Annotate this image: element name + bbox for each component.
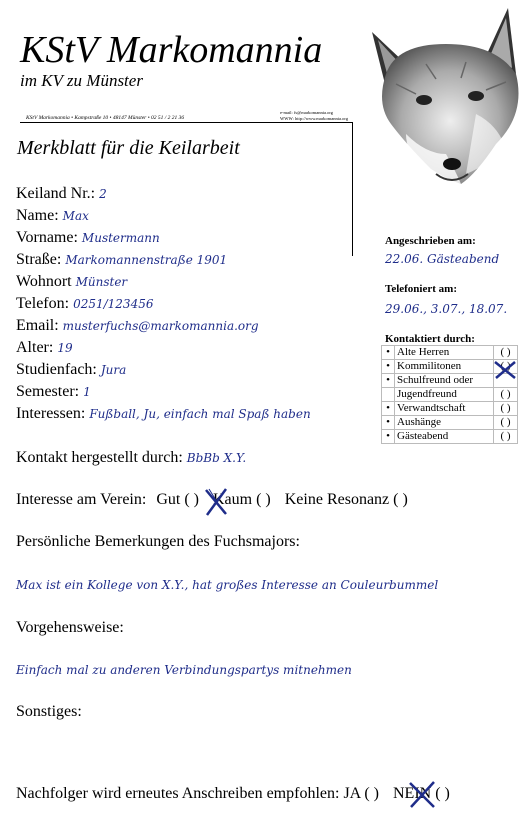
telefoniert-value: 29.06., 3.07., 18.07.	[385, 302, 508, 316]
fox-logo	[366, 4, 526, 206]
field-label: Vorname:	[16, 229, 78, 246]
field-label: Semester:	[16, 383, 80, 400]
source-name: Jugendfreund	[395, 388, 494, 402]
source-checkbox	[494, 374, 518, 388]
kontakt-row	[16, 448, 246, 468]
field-semester	[16, 382, 91, 402]
field-keiland	[16, 184, 107, 204]
field-label: Interessen:	[16, 405, 86, 422]
kontakt-value: BbBb X.Y.	[186, 451, 247, 465]
field-label: Name:	[16, 207, 59, 224]
table-row	[382, 346, 518, 360]
field-value: 2	[99, 187, 107, 201]
field-label: Studienfach:	[16, 361, 97, 378]
field-value: Fußball, Ju, einfach mal Spaß haben	[89, 407, 311, 421]
field-telefon	[16, 294, 153, 314]
bemerkungen-label: Persönliche Bemerkungen des Fuchsmajors:	[16, 533, 300, 550]
sonstiges-label: Sonstiges:	[16, 703, 82, 720]
field-label: Alter:	[16, 339, 54, 356]
table-row	[382, 374, 518, 388]
source-checkbox[interactable]: ( )	[494, 360, 518, 374]
field-value: Max	[62, 209, 89, 223]
field-label: Keiland Nr.:	[16, 185, 96, 202]
vorgehen-label: Vorgehensweise:	[16, 619, 124, 636]
source-name: Kommilitonen	[395, 360, 494, 374]
source-checkbox[interactable]: ( )	[494, 430, 518, 444]
nachfolger-label: Nachfolger wird erneutes Anschreiben empfohlen: JA ( )	[16, 785, 379, 802]
table-row	[382, 402, 518, 416]
bullet: •	[382, 374, 395, 388]
field-interessen	[16, 404, 311, 424]
org-contact	[280, 110, 348, 122]
angeschrieben-label: Angeschrieben am:	[385, 235, 476, 247]
field-label: Telefon:	[16, 295, 70, 312]
vorgehen-value: Einfach mal zu anderen Verbindungspartys mitnehmen	[16, 663, 352, 677]
source-name: Verwandtschaft	[395, 402, 494, 416]
option-keine-resonanz[interactable]: Keine Resonanz ( )	[284, 491, 408, 508]
source-checkbox[interactable]: ( )	[494, 402, 518, 416]
bullet: •	[382, 430, 395, 444]
source-name: Aushänge	[395, 416, 494, 430]
sheet-title: Merkblatt für die Keilarbeit	[17, 137, 240, 159]
source-name: Gästeabend	[395, 430, 494, 444]
kontakt-label: Kontakt hergestellt durch:	[16, 449, 183, 466]
field-studienfach	[16, 360, 126, 380]
field-alter	[16, 338, 73, 358]
www-line: WWW: http://www.markomannia.org	[280, 116, 349, 121]
email-line: e-mail: fs@markomannia.org	[280, 110, 334, 115]
field-strasse	[16, 250, 227, 270]
field-label: Straße:	[16, 251, 62, 268]
vertical-divider	[352, 122, 353, 256]
field-value: 1	[83, 385, 91, 399]
field-wohnort	[16, 272, 127, 292]
field-value: 19	[57, 341, 73, 355]
org-subtitle: im KV zu Münster	[20, 71, 143, 90]
bullet: •	[382, 346, 395, 360]
interesse-label: Interesse am Verein:	[16, 491, 147, 508]
nachfolger-row	[16, 785, 450, 803]
option-gut[interactable]: Gut ( )	[156, 491, 199, 508]
table-row	[382, 430, 518, 444]
kontaktiert-table	[381, 345, 518, 444]
field-value: 0251/123456	[73, 297, 154, 311]
table-row	[382, 416, 518, 430]
bullet: •	[382, 402, 395, 416]
source-name: Alte Herren	[395, 346, 494, 360]
field-value: musterfuchs@markomannia.org	[62, 319, 259, 333]
source-checkbox[interactable]: ( )	[494, 346, 518, 360]
field-label: Wohnort	[16, 273, 72, 290]
angeschrieben-value: 22.06. Gästeabend	[385, 252, 500, 266]
table-row	[382, 388, 518, 402]
option-nein[interactable]: NEIN ( )	[393, 785, 450, 802]
org-address: KStV Markomannia • Kampstraße 10 • 48147 Münster • 02 51 / 2 21 36	[26, 115, 185, 121]
kontaktiert-label: Kontaktiert durch:	[385, 333, 475, 345]
source-name: Schulfreund oder	[395, 374, 494, 388]
field-email	[16, 316, 259, 336]
field-value: Jura	[100, 363, 127, 377]
field-name	[16, 206, 89, 226]
bullet: •	[382, 360, 395, 374]
field-vorname	[16, 228, 160, 248]
telefoniert-label: Telefoniert am:	[385, 283, 457, 295]
field-value: Markomannenstraße 1901	[65, 253, 228, 267]
interesse-row	[16, 491, 408, 509]
bullet	[382, 388, 395, 402]
org-title: KStV Markomannia	[20, 29, 323, 71]
bemerkungen-value: Max ist ein Kollege von X.Y., hat großes Interesse an Couleurbummel	[16, 578, 439, 592]
source-checkbox[interactable]: ( )	[494, 388, 518, 402]
table-row	[382, 360, 518, 374]
source-checkbox[interactable]: ( )	[494, 416, 518, 430]
option-kaum[interactable]: Kaum ( )	[212, 491, 271, 508]
header-divider	[20, 122, 353, 123]
field-value: Münster	[75, 275, 128, 289]
field-label: Email:	[16, 317, 59, 334]
bullet: •	[382, 416, 395, 430]
field-value: Mustermann	[81, 231, 160, 245]
